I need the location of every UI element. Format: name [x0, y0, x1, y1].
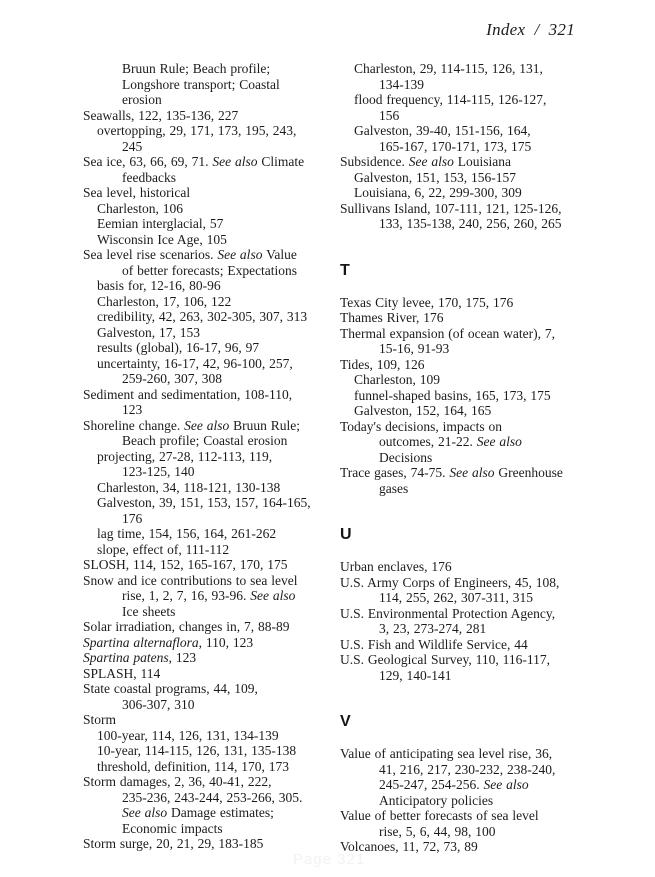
index-entry-line: Bruun Rule; Beach profile;: [122, 61, 271, 76]
index-entry-line: Galveston, 151, 153, 156-157: [354, 169, 516, 185]
index-entry-line: Louisiana, 6, 22, 299-300, 309: [354, 185, 522, 200]
index-entry-line: Thermal expansion (of ocean water), 7,: [340, 325, 556, 341]
section-heading-U: U: [340, 526, 352, 543]
index-entry-line: Beach profile; Coastal erosion: [122, 433, 288, 448]
index-entry-line: Trace gases, 74-75. See also Greenhouse: [340, 465, 563, 480]
italic-text: See also: [122, 805, 168, 820]
index-entry-line: See also Damage estimates;: [122, 805, 274, 820]
italic-text: Spartina patens: [83, 650, 169, 665]
index-entry-line: SPLASH, 114: [83, 665, 161, 681]
index-entry-line: Texas City levee, 170, 175, 176: [340, 294, 514, 310]
index-entry-line: rise, 5, 6, 44, 98, 100: [379, 823, 496, 839]
index-entry-line: 235-236, 243-244, 253-266, 305.: [122, 789, 303, 805]
index-entry-line: Thames River, 176: [340, 310, 444, 325]
index-entry-line: Charleston, 34, 118-121, 130-138: [97, 479, 281, 495]
italic-text: Spartina alternaflora: [83, 634, 199, 650]
index-entry-line: basis for, 12-16, 80-96: [97, 278, 221, 293]
index-entry-line: 165-167, 170-171, 173, 175: [379, 138, 532, 154]
index-entry-line: Charleston, 29, 114-115, 126, 131,: [354, 61, 543, 76]
index-entry-line: 133, 135-138, 240, 256, 260, 265: [379, 216, 562, 231]
italic-text: See also: [212, 154, 258, 169]
index-entry-line: Subsidence. See also Louisiana: [340, 154, 511, 169]
index-entry-line: 259-260, 307, 308: [122, 371, 222, 386]
section-heading-V: V: [340, 713, 351, 730]
index-entry-line: 134-139: [379, 76, 424, 92]
index-entry-line: Value of better forecasts of sea level: [340, 808, 539, 823]
index-entry-line: 123-125, 140: [122, 464, 195, 479]
index-column-right: [340, 61, 602, 855]
index-entry-line: Sea ice, 63, 66, 69, 71. See also Climate: [83, 154, 305, 169]
index-entry-line: Anticipatory policies: [379, 792, 494, 808]
index-entry-line: 3, 23, 273-274, 281: [379, 621, 487, 636]
index-entry-line: 129, 140-141: [379, 667, 452, 683]
index-entry-line: uncertainty, 16-17, 42, 96-100, 257,: [97, 355, 293, 371]
index-entry-line: Value of anticipating sea level rise, 36,: [340, 746, 553, 761]
index-entry-line: SLOSH, 114, 152, 165-167, 170, 175: [83, 557, 288, 572]
index-entry-line: 245-247, 254-256. See also: [379, 777, 529, 792]
index-entry-line: Economic impacts: [122, 820, 223, 836]
italic-text: See also: [476, 434, 522, 449]
index-entry-line: credibility, 42, 263, 302-305, 307, 313: [97, 309, 308, 324]
index-entry-line: outcomes, 21-22. See also: [379, 434, 522, 449]
index-entry-line: Tides, 109, 126: [340, 356, 425, 372]
index-entry-line: Galveston, 17, 153: [97, 324, 200, 340]
section-heading-T: T: [340, 261, 350, 279]
index-entry-line: Charleston, 109: [354, 372, 440, 387]
index-entry-line: Today's decisions, impacts on: [340, 418, 502, 434]
index-entry-line: 306-307, 310: [122, 696, 195, 712]
index-entry-line: Galveston, 39-40, 151-156, 164,: [354, 123, 531, 138]
index-entry-line: 156: [379, 107, 400, 123]
index-entry-line: Snow and ice contributions to sea level: [83, 572, 298, 588]
index-entry-line: State coastal programs, 44, 109,: [83, 681, 258, 696]
index-entry-line: U.S. Fish and Wildlife Service, 44: [340, 636, 528, 652]
italic-text: See also: [217, 247, 263, 262]
index-entry-line: projecting, 27-28, 112-113, 119,: [97, 448, 273, 464]
index-entry-line: 41, 216, 217, 230-232, 238-240,: [379, 761, 556, 777]
index-entry-line: results (global), 16-17, 96, 97: [97, 340, 260, 355]
index-entry-line: Eemian interglacial, 57: [97, 216, 224, 231]
index-entry-line: gases: [379, 480, 409, 496]
index-entry-line: Galveston, 39, 151, 153, 157, 164-165,: [97, 495, 311, 510]
index-entry-line: Sea level rise scenarios. See also Value: [83, 247, 297, 262]
italic-text: See also: [184, 417, 230, 433]
index-entry-line: flood frequency, 114-115, 126-127,: [354, 92, 547, 107]
index-entry-line: erosion: [122, 92, 162, 107]
index-entry-line: feedbacks: [122, 169, 176, 185]
index-entry-line: 245: [122, 138, 143, 154]
index-entry-line: Shoreline change. See also Bruun Rule;: [83, 417, 300, 433]
italic-text: See also: [483, 777, 529, 792]
index-entry-line: Sea level, historical: [83, 185, 191, 200]
index-column-left: [83, 61, 345, 852]
index-entry-line: Spartina patens, 123: [83, 650, 197, 665]
italic-text: See also: [408, 154, 454, 169]
index-entry-line: Sediment and sedimentation, 108-110,: [83, 386, 293, 402]
index-entry-line: Solar irradiation, changes in, 7, 88-89: [83, 619, 290, 634]
page-watermark: Page 321: [293, 851, 366, 868]
index-entry-line: Charleston, 106: [97, 200, 183, 216]
index-entry-line: U.S. Army Corps of Engineers, 45, 108,: [340, 574, 560, 590]
index-entry-line: Longshore transport; Coastal: [122, 76, 280, 92]
index-entry-line: Ice sheets: [122, 603, 176, 619]
index-entry-line: U.S. Geological Survey, 110, 116-117,: [340, 652, 550, 667]
italic-text: See also: [250, 588, 296, 603]
index-entry-line: Galveston, 152, 164, 165: [354, 403, 492, 418]
index-entry-line: Storm: [83, 712, 117, 727]
running-head: Index / 321: [486, 20, 575, 39]
index-entry-line: threshold, definition, 114, 170, 173: [97, 758, 289, 774]
index-entry-line: 100-year, 114, 126, 131, 134-139: [97, 727, 279, 743]
index-entry-line: Decisions: [379, 449, 433, 465]
index-entry-line: 10-year, 114-115, 126, 131, 135-138: [97, 743, 297, 758]
index-entry-line: Spartina alternaflora, 110, 123: [83, 634, 254, 650]
index-entry-line: 123: [122, 402, 143, 417]
index-entry-line: U.S. Environmental Protection Agency,: [340, 605, 556, 621]
index-entry-line: overtopping, 29, 171, 173, 195, 243,: [97, 123, 297, 138]
index-entry-line: Sullivans Island, 107-111, 121, 125-126,: [340, 200, 562, 216]
index-entry-line: Storm surge, 20, 21, 29, 183-185: [83, 836, 264, 851]
index-entry-line: Volcanoes, 11, 72, 73, 89: [340, 839, 478, 854]
index-entry-line: rise, 1, 2, 7, 16, 93-96. See also: [122, 588, 296, 603]
index-entry-line: slope, effect of, 111-112: [97, 541, 230, 557]
index-entry-line: funnel-shaped basins, 165, 173, 175: [354, 387, 551, 403]
italic-text: See also: [449, 465, 495, 480]
index-entry-line: Storm damages, 2, 36, 40-41, 222,: [83, 774, 272, 789]
index-entry-line: Wisconsin Ice Age, 105: [97, 231, 227, 247]
index-entry-line: of better forecasts; Expectations: [122, 262, 298, 278]
index-entry-line: Seawalls, 122, 135-136, 227: [83, 107, 239, 123]
index-entry-line: 176: [122, 510, 143, 526]
index-entry-line: lag time, 154, 156, 164, 261-262: [97, 526, 277, 541]
index-entry-line: Urban enclaves, 176: [340, 559, 452, 574]
index-entry-line: Charleston, 17, 106, 122: [97, 293, 232, 309]
index-entry-line: 15-16, 91-93: [379, 341, 450, 356]
index-entry-line: 114, 255, 262, 307-311, 315: [379, 590, 533, 605]
